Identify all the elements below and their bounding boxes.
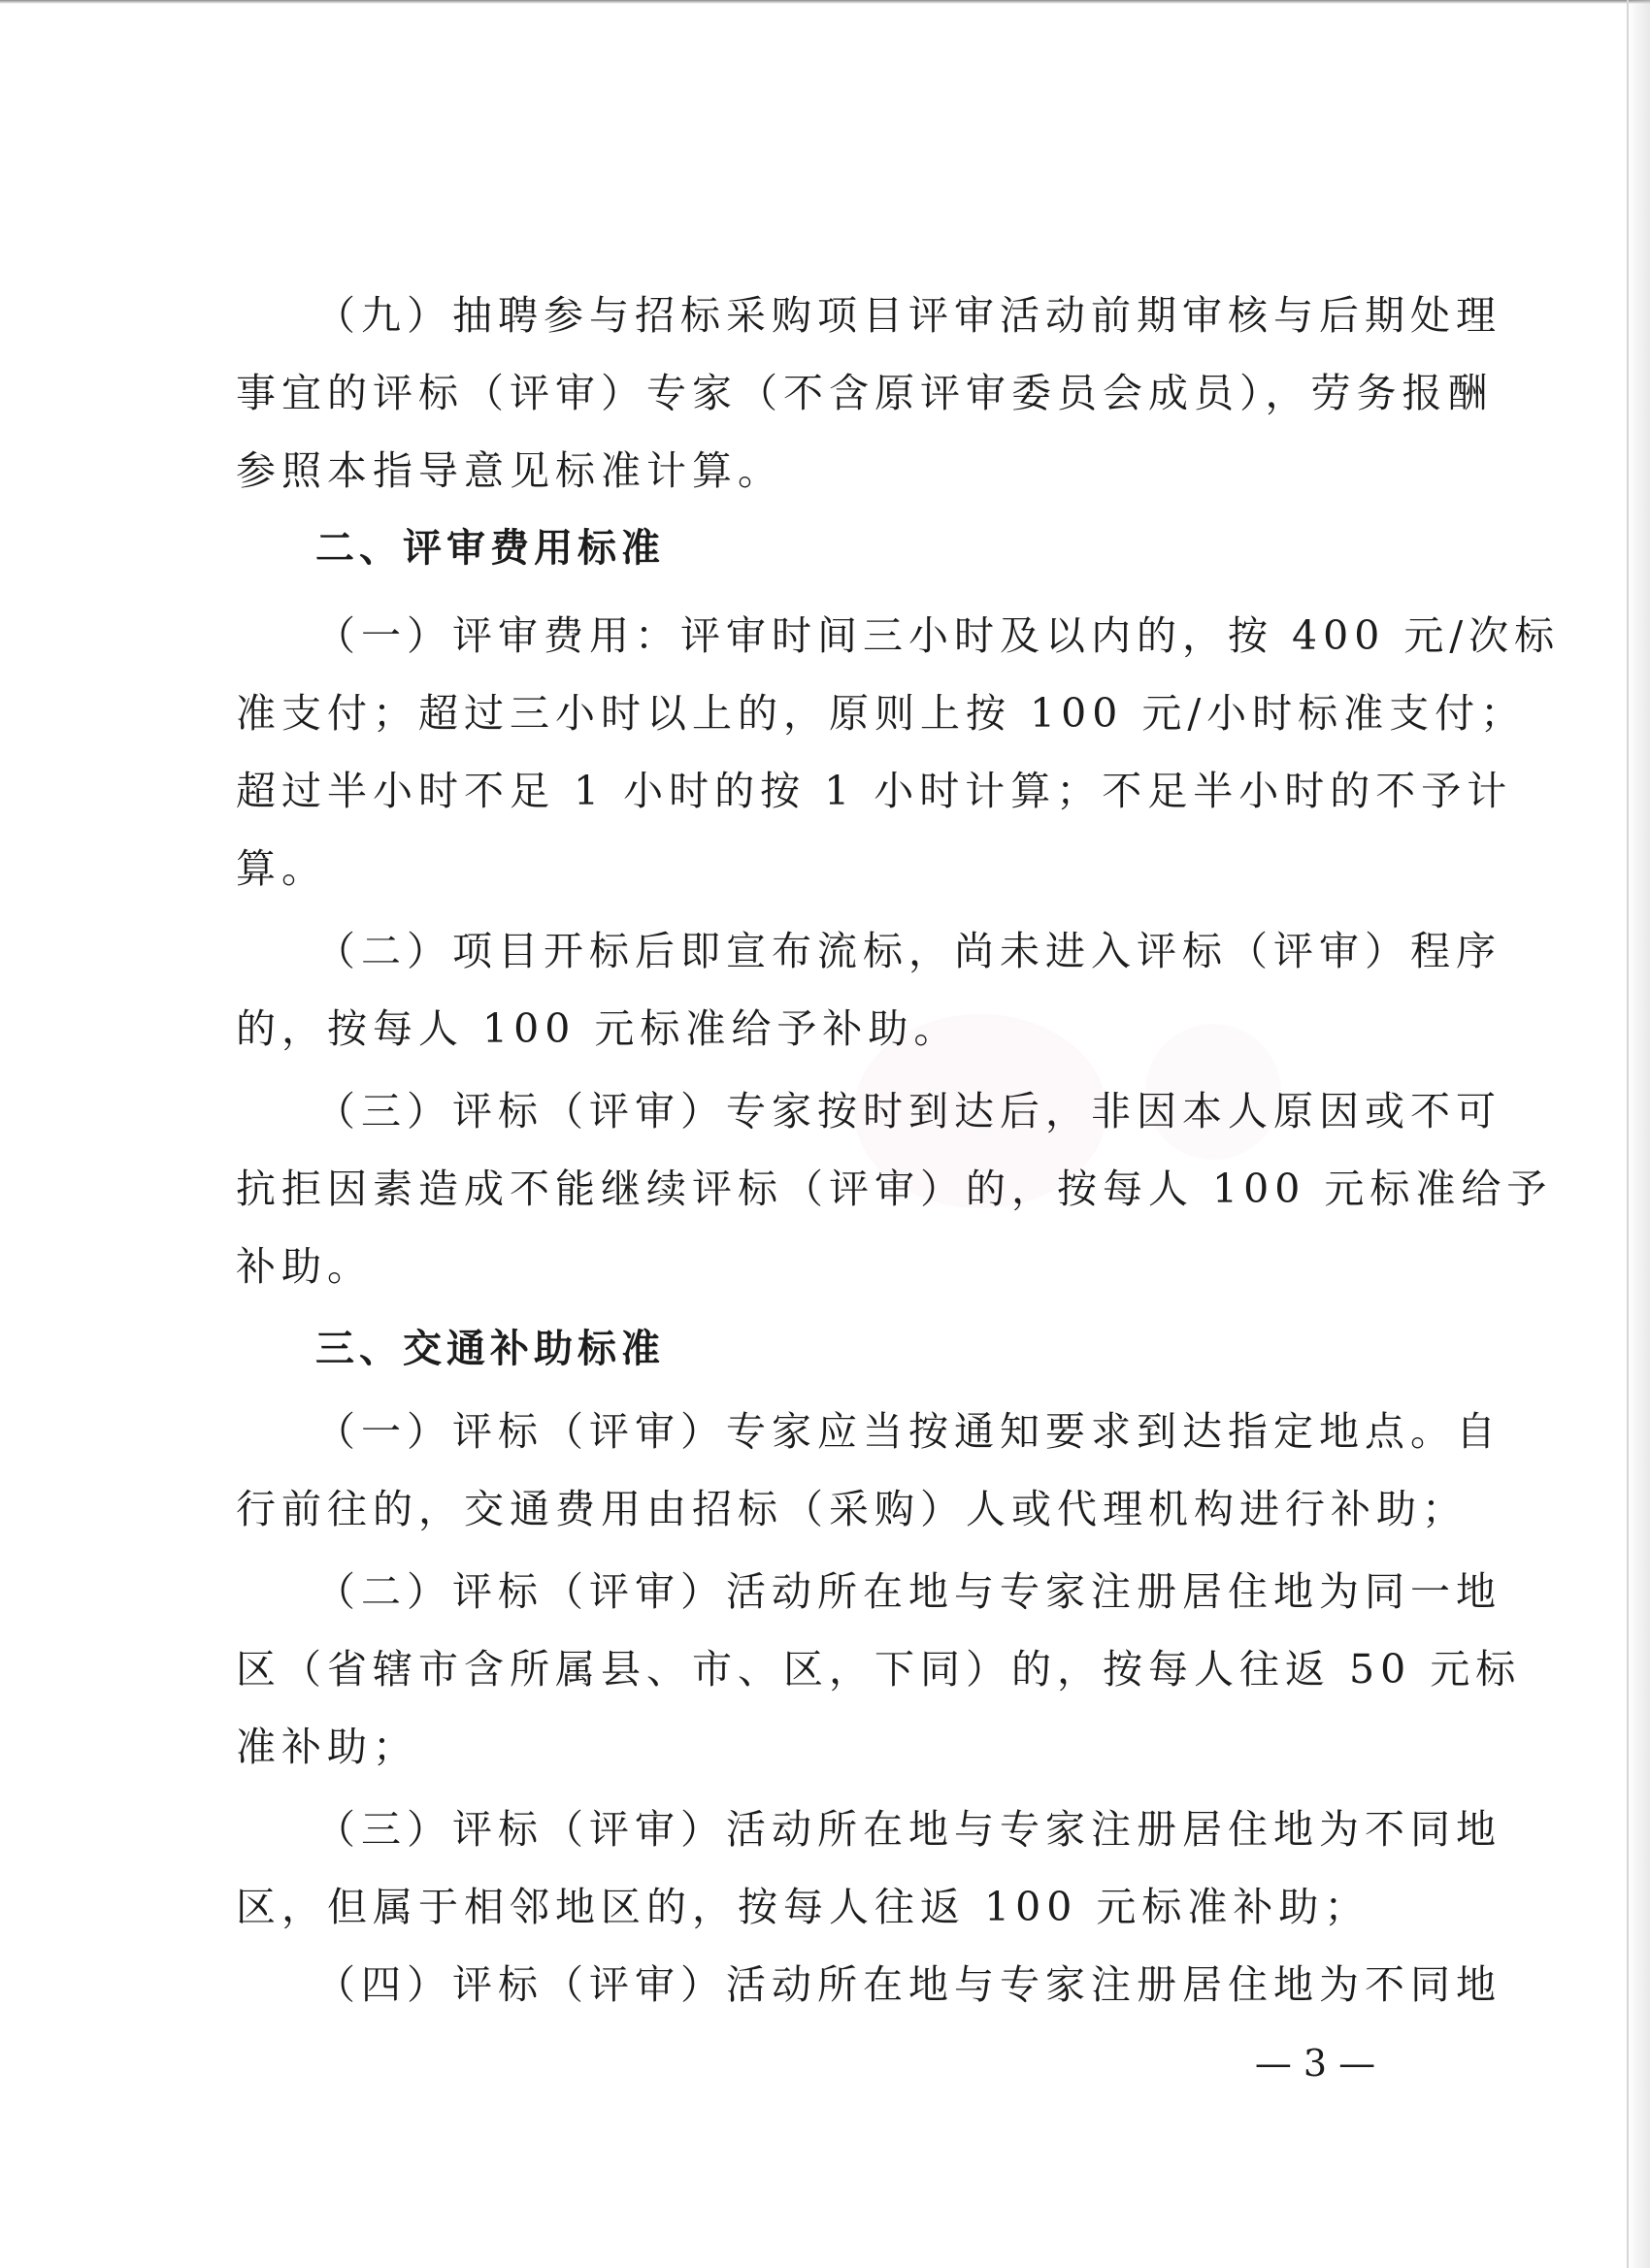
paragraph-line: （二）评标（评审）活动所在地与专家注册居住地为同一地 [315,1568,1502,1615]
paragraph-line: （一）评审费用：评审时间三小时及以内的，按 400 元/次标 [315,612,1561,659]
scan-right-edge-shadow [1627,0,1650,2268]
paragraph-line: 准支付；超过三小时以上的，原则上按 100 元/小时标准支付； [236,690,1527,737]
paragraph-line: 准补助； [236,1724,418,1770]
scan-right-edge-line [1627,0,1629,2268]
section-heading: 二、评审费用标准 [315,526,665,571]
paragraph-line: 补助。 [236,1243,373,1290]
paragraph-line: 的，按每人 100 元标准给予补助。 [236,1005,960,1052]
section-heading: 三、交通补助标准 [315,1327,665,1371]
paragraph-line: 超过半小时不足 1 小时的按 1 小时计算；不足半小时的不予计 [236,768,1513,814]
paragraph-line: 区，但属于相邻地区的，按每人往返 100 元标准补助； [236,1884,1370,1930]
paragraph-line: （三）评标（评审）专家按时到达后，非因本人原因或不可 [315,1088,1502,1134]
paragraph-line: （三）评标（评审）活动所在地与专家注册居住地为不同地 [315,1806,1502,1853]
page-number: — 3 — [1254,2042,1376,2085]
paragraph-line: 事宜的评标（评审）专家（不含原评审委员会成员），劳务报酬 [236,370,1494,416]
paragraph-line: （二）项目开标后即宣布流标，尚未进入评标（评审）程序 [315,928,1502,974]
paragraph-line: （九）抽聘参与招标采购项目评审活动前期审核与后期处理 [315,292,1502,339]
paragraph-line: 参照本指导意见标准计算。 [236,447,783,494]
paragraph-line: 区（省辖市含所属县、市、区，下同）的，按每人往返 50 元标 [236,1646,1522,1693]
paragraph-line: 抗拒因素造成不能继续评标（评审）的，按每人 100 元标准给予 [236,1166,1553,1212]
paragraph-line: （四）评标（评审）活动所在地与专家注册居住地为不同地 [315,1961,1502,2008]
paragraph-line: 算。 [236,845,327,892]
paragraph-line: 行前往的，交通费用由招标（采购）人或代理机构进行补助； [236,1486,1468,1532]
paragraph-line: （一）评标（评审）专家应当按通知要求到达指定地点。自 [315,1408,1502,1455]
scan-top-edge [0,0,1650,4]
